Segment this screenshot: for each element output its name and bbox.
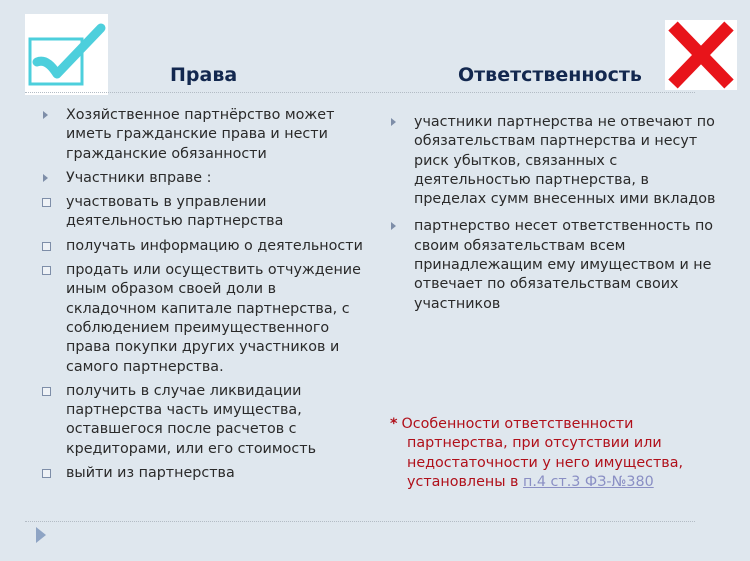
arrow-bullet-icon — [391, 118, 396, 126]
square-bullet-icon — [42, 387, 51, 396]
law-link[interactable]: п.4 ст.3 ФЗ-№380 — [523, 473, 654, 490]
responsibility-list — [388, 113, 723, 319]
responsibility-title: Ответственность — [458, 64, 642, 86]
square-bullet-icon — [42, 266, 51, 275]
arrow-bullet-icon — [43, 174, 48, 182]
red-cross-icon — [665, 20, 737, 90]
list-item: получить в случае ликвидации партнерства часть имущества, оставшегося после расчетов с кредиторами, или его стоимость — [40, 382, 370, 459]
next-slide-arrow-icon[interactable] — [36, 527, 46, 543]
square-bullet-icon — [42, 469, 51, 478]
list-item: получать информацию о деятельности — [40, 237, 370, 256]
list-item: Хозяйственное партнёрство может иметь гражданские права и нести гражданские обязанности — [40, 106, 370, 164]
list-item: Участники вправе : — [40, 169, 370, 188]
square-bullet-icon — [42, 198, 51, 207]
footer-divider — [25, 521, 695, 522]
list-item: участники партнерства не отвечают по обязательствам партнерства и несут риск убытков, связанных с деятельностью партнерства, в пределах сумм внесенных ими вкладов — [388, 113, 723, 209]
list-item: выйти из партнерства — [40, 464, 370, 483]
list-item: участвовать в управлении деятельностью партнерства — [40, 193, 370, 232]
footnote: * Особенности ответственности партнерства, при отсутствии или недостаточности у него имущества, установлены в п.4 ст.3 ФЗ-№380 — [390, 416, 684, 490]
arrow-bullet-icon — [391, 222, 396, 230]
arrow-bullet-icon — [43, 111, 48, 119]
asterisk: * — [390, 416, 398, 432]
list-item: продать или осуществить отчуждение иным образом своей доли в складочном капитале партнерства, с соблюдением преимущественного права покупки других участников и самого партнерства. — [40, 261, 370, 377]
rights-list — [40, 106, 370, 488]
square-bullet-icon — [42, 242, 51, 251]
header-divider — [25, 92, 695, 93]
checkbox-checked-icon — [25, 14, 108, 95]
list-item: партнерство несет ответственность по своим обязательствам всем принадлежащим ему имуществом и не отвечает по обязательствам своих участников — [388, 217, 723, 313]
rights-title: Права — [170, 64, 238, 86]
